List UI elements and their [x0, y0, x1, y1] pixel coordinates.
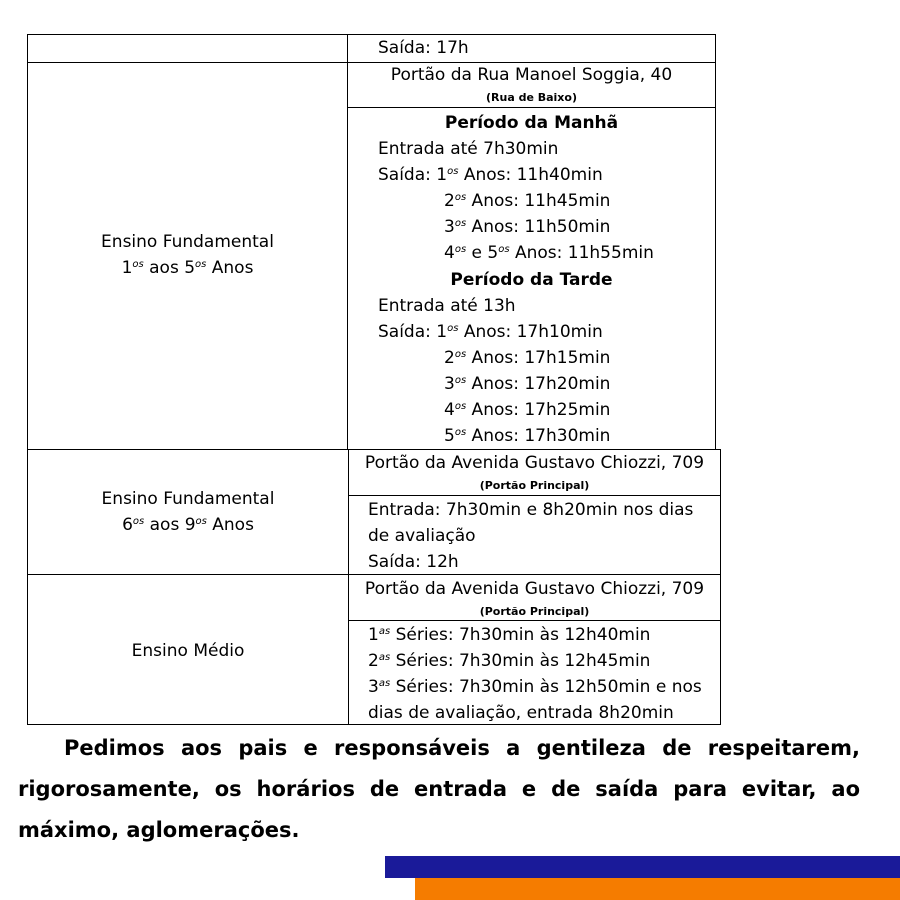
row2-gate: Portão da Avenida Gustavo Chiozzi, 709: [364, 453, 705, 473]
row2-level-range: $6^{os}$ aos $9^{os}$ Anos: [122, 515, 254, 535]
blue-band: [385, 856, 900, 878]
series-1: $1^{as}$ Séries: 7h30min às 12h40min: [368, 625, 651, 645]
afternoon-exit-5: $5^{os}$ Anos: 17h30min: [444, 426, 611, 446]
row2-gate-sub: (Portão Principal): [479, 479, 590, 492]
morning-exit-3: $3^{os}$ Anos: 11h50min: [444, 217, 611, 237]
morning-entry: Entrada até 7h30min: [378, 139, 559, 159]
row0-exit: Saída: 17h: [378, 38, 469, 58]
morning-exit-4: $4^{os}$ e $5^{os}$ Anos: 11h55min: [444, 243, 654, 263]
series-3-continued: dias de avaliação, entrada 8h20min: [368, 703, 674, 723]
afternoon-exit-1: Saída: $1^{os}$ Anos: 17h10min: [378, 322, 603, 342]
afternoon-exit-2: $2^{os}$ Anos: 17h15min: [444, 348, 611, 368]
notice-paragraph: Pedimos aos pais e responsáveis a gentileza de respeitarem, rigorosamente, os horários de entrada e de saída para evitar, ao máximo, aglomerações.: [18, 736, 860, 842]
morning-exit-2: $2^{os}$ Anos: 11h45min: [444, 191, 611, 211]
afternoon-exit-4: $4^{os}$ Anos: 17h25min: [444, 400, 611, 420]
row1-gate: Portão da Rua Manoel Soggia, 40: [390, 65, 673, 85]
row3-gate-sub: (Portão Principal): [479, 605, 590, 618]
row2-entry-line2: de avaliação: [368, 526, 476, 546]
row0-left-cell: [27, 34, 348, 63]
row1-gate-sub: (Rua de Baixo): [485, 91, 577, 104]
afternoon-exit-3: $3^{os}$ Anos: 17h20min: [444, 374, 611, 394]
row2-level-title: Ensino Fundamental: [101, 489, 275, 509]
row3-gate: Portão da Avenida Gustavo Chiozzi, 709: [364, 579, 705, 599]
series-3: $3^{as}$ Séries: 7h30min às 12h50min e nos: [368, 677, 702, 697]
morning-title: Período da Manhã: [444, 113, 619, 133]
row2-exit: Saída: 12h: [368, 552, 459, 572]
orange-band: [415, 878, 900, 900]
afternoon-entry: Entrada até 13h: [378, 296, 516, 316]
afternoon-title: Período da Tarde: [450, 270, 613, 290]
row1-level-range: $1^{os}$ aos $5^{os}$ Anos: [121, 258, 254, 278]
morning-exit-1: Saída: $1^{os}$ Anos: 11h40min: [378, 165, 603, 185]
row2-entry-line1: Entrada: 7h30min e 8h20min nos dias: [368, 500, 694, 520]
series-2: $2^{as}$ Séries: 7h30min às 12h45min: [368, 651, 651, 671]
row3-level: Ensino Médio: [131, 641, 245, 661]
row1-level-title: Ensino Fundamental: [101, 232, 274, 252]
